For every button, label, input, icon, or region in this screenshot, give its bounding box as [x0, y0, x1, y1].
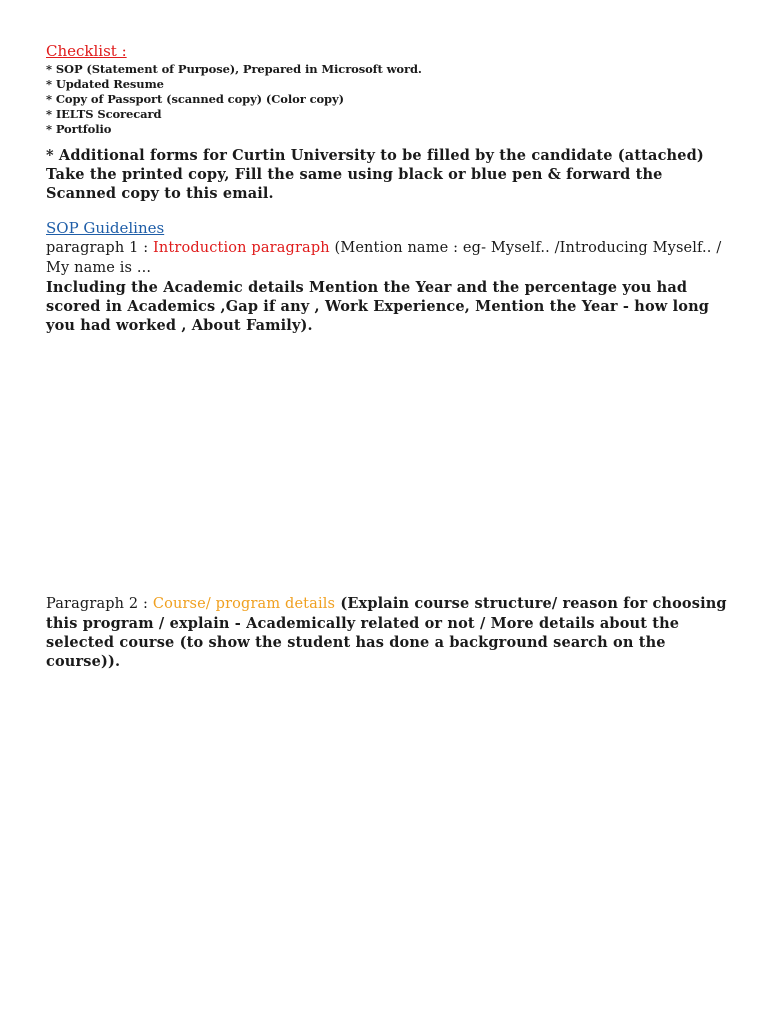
paragraph-2-highlight: Course/ program details	[152, 596, 336, 612]
sop-guidelines-heading[interactable]: SOP Guidelines	[46, 219, 165, 237]
checklist-item: * Portfolio	[46, 122, 112, 136]
sop-paragraph-1	[46, 238, 736, 278]
checklist-item: * Updated Resume	[46, 77, 164, 91]
paragraph-2-text: (Explain course structure/ reason for choosing this program / explain - Academically related or not / More details about the selected course (to show the student has done a background search on the course)).	[46, 595, 727, 670]
sop-paragraph-1-details: Including the Academic details Mention the Year and the percentage you had scored in Academics ,Gap if any , Work Experience, Mention the Year - how long you had worked , About Family).	[46, 279, 710, 334]
paragraph-1-label: paragraph 1 :	[46, 240, 154, 256]
checklist-item: * Copy of Passport (scanned copy) (Color copy)	[46, 92, 344, 106]
document-page	[46, 40, 736, 335]
additional-forms-note: * Additional forms for Curtin University to be filled by the candidate (attached) Take the printed copy, Fill the same using black or blue pen & forward the Scanned copy to this email.	[46, 147, 704, 202]
checklist-item: * SOP (Statement of Purpose), Prepared in Microsoft word.	[46, 62, 422, 76]
checklist-title: Checklist :	[46, 42, 127, 60]
paragraph-1-text: (Mention name : eg- Myself.. /Introducing Myself.. / My name is ...	[46, 240, 722, 276]
checklist-items	[46, 62, 736, 137]
paragraph-2-label: Paragraph 2 :	[46, 596, 153, 612]
sop-paragraph-2	[46, 594, 736, 671]
paragraph-1-highlight: Introduction paragraph	[153, 240, 330, 256]
checklist-item: * IELTS Scorecard	[46, 107, 162, 121]
